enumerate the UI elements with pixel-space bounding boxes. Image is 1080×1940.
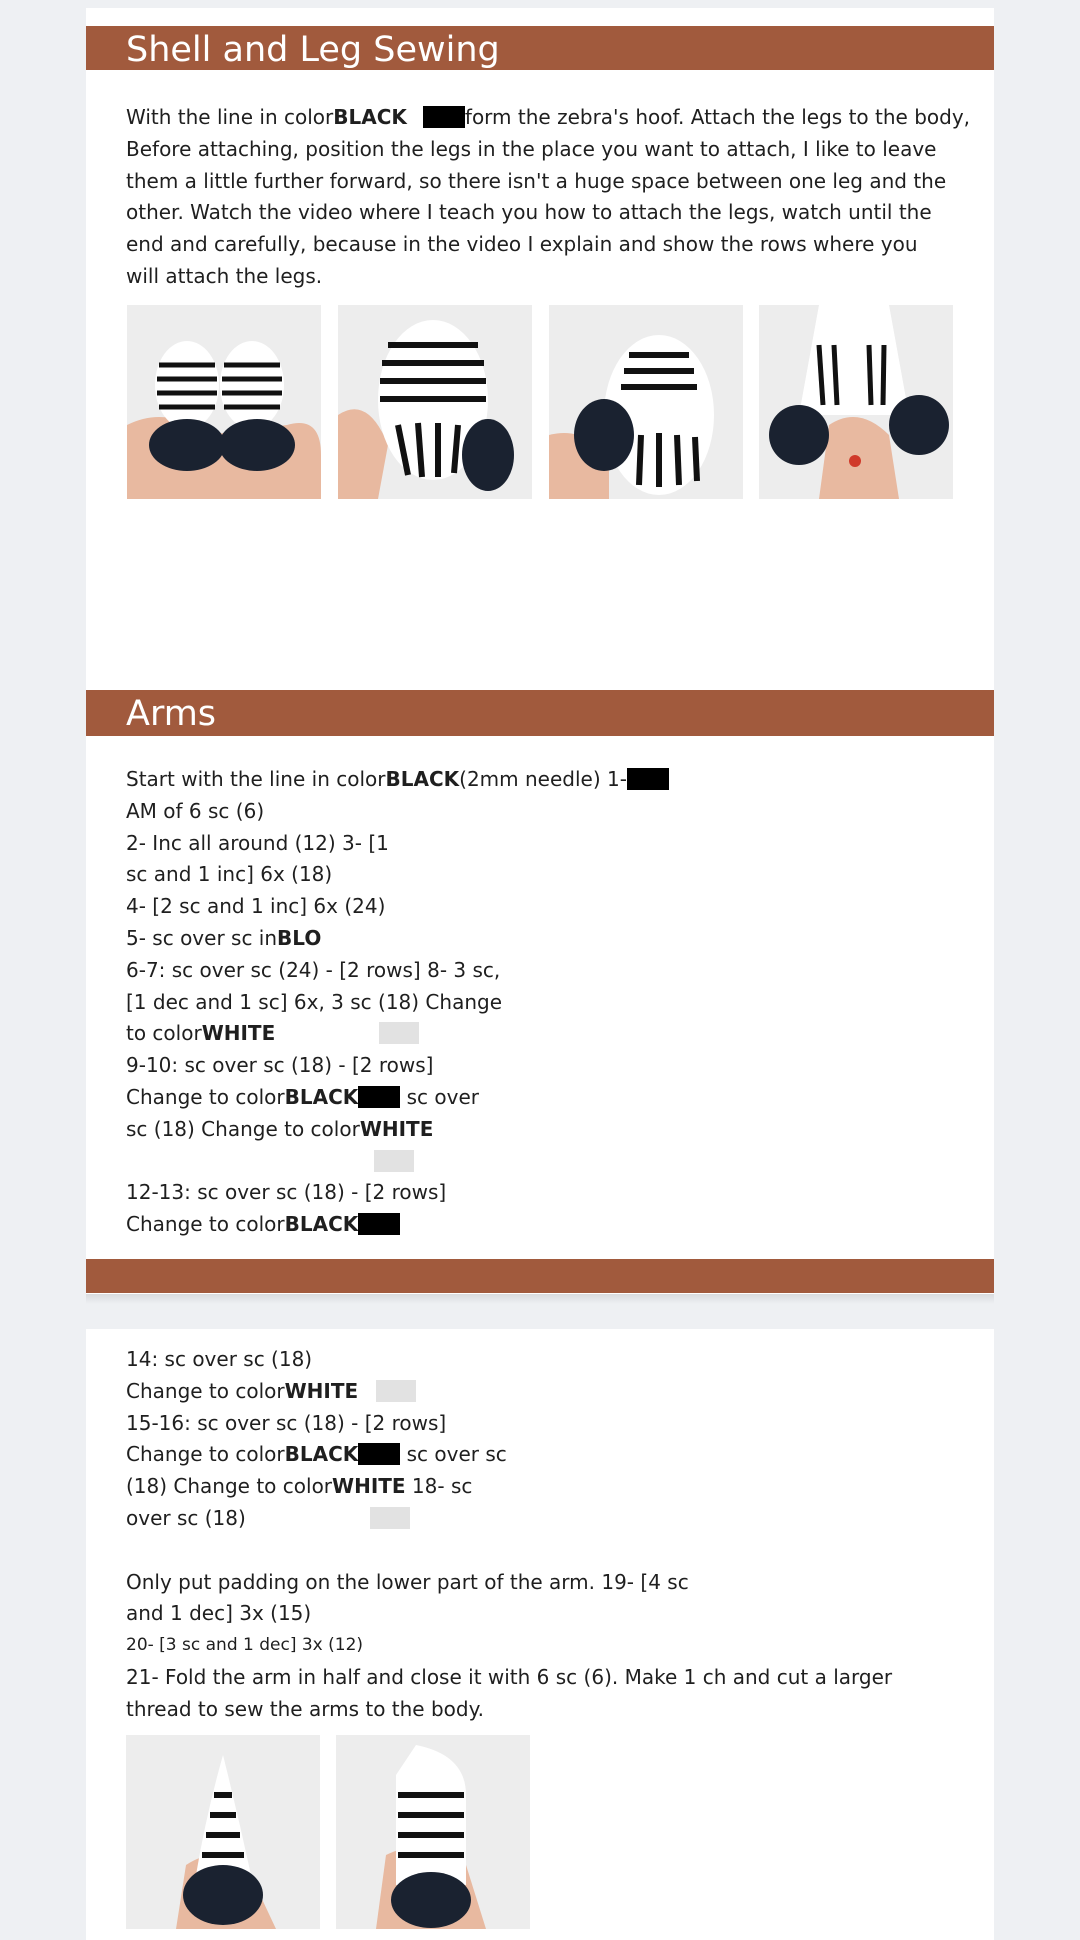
- leg-back-view-photo: [549, 305, 743, 499]
- legs-bottom-view-photo: [759, 305, 953, 499]
- arms-instructions-continued: 14: sc over sc (18) Change to colorWHITE 15-16: sc over sc (18) - [2 rows] Change to colorBLACK sc over sc (18) Change to colorWHITE 18- sc over sc (18) Only put padding on the lower part of the arm. 19- [4 sc and 1 dec] 3x (15) 20- [3 sc and 1 dec] 3x (12) 21- Fold the arm in half and close it with 6 sc (6). Make 1 ch and cut a larger thread to sew the arms to the body.: [126, 1347, 893, 1721]
- section-title: Shell and Leg Sewing: [126, 30, 500, 70]
- black-color-swatch: [358, 1213, 400, 1235]
- black-color-swatch: [358, 1443, 400, 1465]
- text-line: sc (18) Change to colorWHITE: [126, 1116, 434, 1141]
- white-color-swatch: [376, 1380, 416, 1402]
- white-color-swatch: [370, 1507, 410, 1529]
- leg-side-view-photo: [338, 305, 532, 499]
- black-color-swatch: [423, 106, 465, 128]
- section-header-shell-leg: [86, 26, 994, 70]
- text-line: Change to colorWHITE: [126, 1376, 892, 1408]
- white-color-swatch: [374, 1150, 414, 1172]
- section-title: Arms: [126, 694, 217, 734]
- shell-leg-instructions: With the line in colorBLACK form the zebra's hoof. Attach the legs to the body, Before attaching, position the legs in the place you want to attach, I like to leave them a little further forward, so there isn't a huge space between one leg and the other. Watch the video where I teach you how to attach the legs, watch until the end and carefully, because in the video I explain and show the rows where you will attach the legs.: [126, 102, 970, 293]
- black-color-swatch: [627, 768, 669, 790]
- text-line: (18) Change to colorWHITE 18- sc: [126, 1474, 473, 1499]
- black-color-swatch: [358, 1086, 400, 1108]
- arm-side-photo: [336, 1735, 530, 1929]
- text-line: Change to colorBLACK: [126, 1209, 669, 1241]
- text-line: With the line in colorBLACK form the zebra's hoof. Attach the legs to the body,: [126, 105, 971, 129]
- section-header-arms: [86, 690, 994, 736]
- white-color-swatch: [379, 1022, 419, 1044]
- arm-front-photo: [126, 1735, 320, 1929]
- section-footer-bar: [86, 1259, 994, 1293]
- text-line: [126, 1146, 669, 1178]
- text-line: 5- sc over sc inBLO: [126, 925, 322, 950]
- legs-held-in-hand-photo: [127, 305, 321, 499]
- text-line: Change to colorBLACK sc over sc: [126, 1442, 507, 1467]
- page-separator: [86, 1294, 994, 1304]
- text-line: over sc (18): [126, 1503, 892, 1535]
- text-line: to colorWHITE: [126, 1018, 669, 1050]
- text-line: Start with the line in colorBLACK(2mm needle) 1-: [126, 764, 669, 796]
- text-line: Change to colorBLACK sc over: [126, 1084, 480, 1109]
- arms-instructions: Start with the line in colorBLACK(2mm needle) 1- AM of 6 sc (6) 2- Inc all around (12) 3- [1 sc and 1 inc] 6x (18) 4- [2 sc and 1 inc] 6x (24) 5- sc over sc inBLO 6-7: sc over sc (24) - [2 rows] 8- 3 sc, [1 dec and 1 sc] 6x, 3 sc (18) Change to colorWHITE 9-10: sc over sc (18) - [2 rows] Change to colorBLACK sc over sc (18) Change to colorWHITE 12-13: sc over sc (18) - [2 rows] Change to colorBLACK: [126, 764, 669, 1241]
